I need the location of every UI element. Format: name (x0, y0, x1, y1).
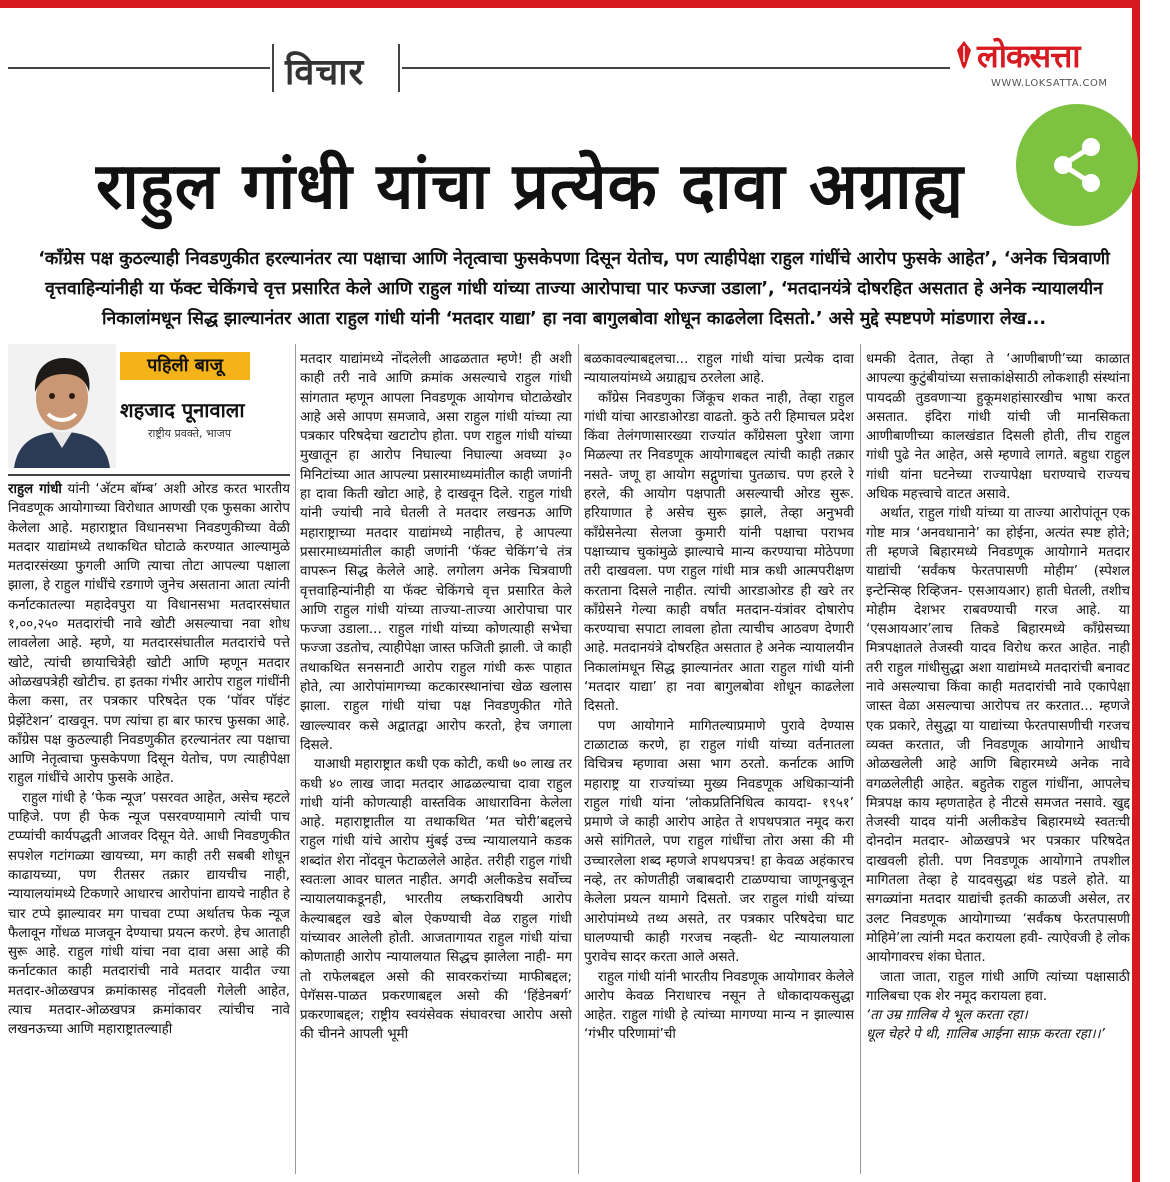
article-headline: राहुल गांधी यांचा प्रत्येक दावा अग्राह्य (96, 150, 964, 224)
share-button[interactable] (1016, 104, 1138, 226)
paragraph-text: धमकी देतात, तेव्हा ते ‘आणीबाणी’च्या काळात आपल्या कुटुंबीयांच्या सत्ताकांक्षेसाठी लोकशाही संस्थांना पायदळी तुडवणाऱ्या हुकूमशहांसारखीच भाषा करत असतात. इंदिरा गांधी यांची जी मानसिकता आणीबाणीच्या कालखंडात दिसली होती, तीच राहुल गांधी पुढे नेत आहेत, असे म्हणावे लागते. बहुधा राहुल गांधी यांना घटनेच्या राज्यापेक्षा घराण्याचे राज्यच अधिक महत्त्वाचे वाटत असावे. (866, 352, 1130, 503)
paragraph (584, 717, 854, 968)
logo-url: WWW.LOKSATTA.COM (991, 78, 1108, 89)
pen-nib-icon (955, 40, 973, 70)
paragraph (866, 504, 1130, 967)
paragraph-text: बळकावल्याबद्दलचा... राहुल गांधी यांचा प्रत्येक दावा न्यायालयांमध्ये अग्राह्यच ठरलेला आहे. (584, 352, 854, 387)
masthead-rule-left (8, 67, 270, 69)
paragraph-text: अर्थात, राहुल गांधी यांच्या या ताज्या आरोपांतून एक गोष्ट मात्र ‘अनवधानाने’ का होईना, अत्यंत स्पष्ट होते; ती म्हणजे बिहारमध्ये निवडणूक आयोगाने मतदार याद्यांची ‘सर्वंकष फेरतपासणी मोहीम’ (स्पेशल इन्टेन्सिव्ह रिव्हिजन- एसआयआर) हाती घेतली, तशीच मोहीम देशभर राबवण्याची गरज आहे. या ‘एसआयआर’लाच तिकडे बिहारमध्ये काँग्रेसच्या मित्रपक्षातले तेजस्वी यादव विरोध करत आहेत. नाही तरी राहुल गांधीसुद्धा अशा याद्यांमध्ये मतदारांची बनावट नावे असल्याचा किंवा काही मतदारांची नावे एकापेक्षा जास्त वेळा असल्याचा आरोपच तर करतात... म्हणजे एक प्रकारे, तेसुद्धा या याद्यांच्या फेरतपासणीची गरजच व्यक्त करतात, जी निवडणूक आयोगाने आधीच ओळखलेली आहे आणि बिहारमध्ये अनेक नावे वगळलेलीही आहेत. बहुतेक राहुल गांधींना, आपलेच मित्रपक्ष काय म्हणताहेत हे नीटसे समजत नसावे. खुद्द तेजस्वी यादव यांनी अलीकडेच बिहारमध्ये स्वतःची दोनदोन मतदार- ओळखपत्रे भर पत्रकार परिषदेत दाखवली होती. पण निवडणूक आयोगाने तपशील मागितला तेव्हा हे यादवसुद्धा थंड पडले होते. या सगळ्यांना मतदार याद्यांची इतकी काळजी असेल, तर उलट निवडणूक आयोगाच्या ‘सर्वंकष फेरतपासणी मोहिमे’ला त्यांनी मदत करायला हवी- त्याऐवजी हे लोक आयोगावरच शंका घेतात. (866, 506, 1130, 966)
article-column-3 (584, 350, 854, 1180)
author-name: शहजाद पूनावाला (120, 398, 245, 422)
paragraph (300, 350, 572, 755)
drop-lead: राहुल गांधी (8, 482, 62, 497)
paragraph-text: मतदार याद्यांमध्ये नोंदलेली आढळतात म्हणे! ही अशी काही तरी नावे आणि क्रमांक असल्याचे राहुल गांधी सांगतात म्हणून आपला निवडणूक आयोगच घोटाळेखोर आहे असे आपण समजावे, असा राहुल गांधी यांच्या त्या पत्रकार परिषदेचा खटाटोप होता. पण राहुल गांधी यांच्या मुखातून हा आरोप निघाल्या निघाल्या अवघ्या ३० मिनिटांच्या आत आपल्या प्रसारमाध्यमांतील काही जणांनी हा दावा किती खोटा आहे, हे दाखवून दिले. राहुल गांधी यांनी ज्यांची नावे घेतली ते मतदार लखनऊ आणि महाराष्ट्राच्या मतदार याद्यांमध्ये नाहीतच, हे आपल्या प्रसारमाध्यमांतील काही जणांनी ‘फॅक्ट चेकिंग’चे तंत्र वापरून सिद्ध केलेले आहे. लगोलग अनेक चित्रवाणी वृत्तवाहिन्यांनीही या फॅक्ट चेकिंगचे वृत्त प्रसारित केले आणि राहुल गांधी यांच्या ताज्या-ताज्या आरोपाचा पार फज्जा उडाला... राहुल गांधी यांच्या कोणत्याही सभेचा फज्जा उडतोच, त्याहीपेक्षा जास्त फजिती झाली. जे काही तथाकथित सनसनाटी आरोप राहुल गांधी करू पाहात होते, त्या आरोपांमागच्या कटकारस्थानांचा खेळ खलास झाला. राहुल गांधी यांचा पक्ष निवडणुकीत गोते खाल्ल्यावर कसे अद्वातद्वा आरोप करतो, हेच जगाला दिसले. (300, 352, 572, 753)
paragraph (8, 789, 290, 1040)
paragraph-text: पण आयोगाने मागितल्याप्रमाणे पुरावे देण्यास टाळाटाळ करणे, हा राहुल गांधी यांच्या वर्तनातला विचित्रच म्हणावा असा भाग ठरतो. कर्नाटक आणि महाराष्ट्र या राज्यांच्या मुख्य निवडणूक अधिकाऱ्यांनी राहुल गांधी यांना ‘लोकप्रतिनिधित्व कायदा- १९५१’ प्रमाणे जे काही आरोप आहेत ते शपथपत्रात नमूद करा असे सांगितले, पण राहुल गांधींचा तोरा असा की मी उच्चारलेला शब्द म्हणजे शपथपत्रच! हा केवळ अहंकारच नव्हे, तर कोणतीही जबाबदारी टाळण्याचा जाणूनबुजून केलेला प्रयत्न यामागे दिसतो. जर राहुल गांधी यांच्या आरोपांमध्ये तथ्य असते, तर पत्रकार परिषदेचा घाट घालण्याची काही गरजच नव्हती- थेट न्यायालयाला पुरावेच सादर करता आले असते. (584, 718, 854, 966)
author-box (8, 344, 288, 474)
paragraph (584, 389, 854, 717)
masthead-rule-right (402, 67, 950, 69)
author-role: राष्ट्रीय प्रवक्ते, भाजप (148, 427, 232, 440)
article-column-1 (8, 480, 290, 1180)
paragraph (584, 968, 854, 1045)
column-divider (860, 344, 861, 1174)
loksatta-logo (955, 34, 1125, 96)
paragraph-text: यांनी ‘अ‍ॅटम बॉम्ब’ अशी ओरड करत भारतीय निवडणूक आयोगाच्या विरोधात आणखी एक फुसका आरोप केलेला आहे. महाराष्ट्रात विधानसभा निवडणुकीच्या वेळी मतदार याद्यांमध्ये तथाकथित घोटाळे करण्यात आल्यामुळे मतदारसंख्या फुगली आणि त्याचा तोटा आपल्या पक्षाला झाला, हे राहुल गांधींचे रडगाणे जुनेच असताना आता त्यांनी कर्नाटकातल्या महादेवपुरा या विधानसभा मतदारसंघात १,००,२५० मतदारांची नावे खोटी असल्याचा नवा शोध लावलेला आहे. म्हणे, या मतदारसंघातील मतदारांचे पत्ते खोटे, त्यांची छायाचित्रेही खोटी आणि म्हणून मतदार ओळखपत्रेही खोटीच. हा इतका गंभीर आरोप राहुल गांधींनी केला कसा, तर पत्रकार परिषदेत एक ‘पॉवर पॉइंट प्रेझेंटेशन’ दाखवून. पण त्यांचा हा बार फारच फुसका आहे. काँग्रेस पक्ष कुठल्याही निवडणुकीत हरल्यानंतर त्या पक्षाचा आणि नेतृत्वाचा फुसकेपणा दिसून येतोच, पण त्याहीपेक्षा राहुल गांधींचे आरोप फुसके आहेत. (8, 482, 290, 787)
paragraph (300, 755, 572, 1044)
paragraph-text: राहुल गांधी यांनी भारतीय निवडणूक आयोगावर केलेले आरोप केवळ निराधारच नसून ते धोकादायकसुद्धा आहेत. राहुल गांधी हे त्यांच्या मागण्या मान्य न झाल्यास ‘गंभीर परिणामां’ची (584, 969, 854, 1043)
paragraph (866, 968, 1130, 1007)
article-column-4 (866, 350, 1130, 1180)
paragraph-text: राहुल गांधी हे ‘फेक न्यूज’ पसरवत आहेत, असेच म्हटले पाहिजे. पण ही फेक न्यूज पसरवण्यामागे त्यांची पाच टप्प्यांची कार्यपद्धती आजवर दिसून येते. आधी निवडणुकीत सपशेल गटांगळ्या खायच्या, मग काही तरी सबबी शोधून काढायच्या, पण रीतसर तक्रार द्यायचीच नाही, न्यायालयांमध्ये टिकणारे आधारच आरोपांना द्यायचे नाहीत हे चार टप्पे झाल्यावर मग पाचवा टप्पा अर्थातच फेक न्यूज फैलावून गोंधळ माजवून देण्याचा प्रयत्न करणे. हेच आताही सुरू आहे. राहुल गांधी यांचा नवा दावा असा आहे की कर्नाटकात काही मतदारांची नावे मतदार यादीत ज्या मतदार-ओळखपत्र क्रमांकासह नोंदवली गेलेली आहेत, त्याच मतदार-ओळखपत्र क्रमांकावर त्यांचीच नावे लखनऊच्या आणि महाराष्ट्रातल्याही (8, 790, 290, 1038)
paragraph (866, 350, 1130, 504)
paragraph-text: काँग्रेस निवडणुका जिंकूच शकत नाही, तेव्हा राहुल गांधी यांचा आरडाओरडा वाढतो. कुठे तरी हिमाचल प्रदेश किंवा तेलंगणासारख्या राज्यांत काँग्रेसला पुरेशा जागा मिळल्या तर निवडणूक आयोगाबद्दल त्यांची काही तक्रार नसते- जणू हा आयोग सद्गुणांचा पुतळाच. पण हरले रे हरले, की आयोग पक्षपाती असल्याची ओरड सुरू. हरियाणात हे असेच सुरू झाले, तेव्हा अनुभवी काँग्रेसनेत्या सेलजा कुमारी यांनी पक्षाचा पराभव पक्षाच्याच चुकांमुळे झाल्याचे मान्य करण्याचा मोठेपणा तरी दाखवला. पण राहुल गांधी मात्र कधी आत्मपरीक्षण करताना दिसले नाहीत. त्यांची आरडाओरड ही खरे तर काँग्रेसने गेल्या काही वर्षांत मतदान-यंत्रांवर दोषारोप करण्याचा सपाटा लावला होता त्याचीच आठवण देणारी आहे. मतदानयंत्रे दोषरहित असतात हे अनेक न्यायालयीन निकालांमधून सिद्ध झाल्यानंतर आता राहुल गांधी यांनी ‘मतदार याद्या’ हा नवा बागुलबोवा शोधून काढलेला दिसतो. (584, 390, 854, 715)
paragraph-text: जाता जाता, राहुल गांधी आणि त्यांच्या पक्षासाठी गालिबचा एक शेर नमूद करायला हवा. (866, 969, 1130, 1004)
masthead-separator-right (398, 44, 400, 92)
paragraph (584, 350, 854, 389)
section-label: विचार (285, 52, 365, 93)
shayari-line-1: ‘ता उम्र ग़ालिब ये भूल करता रहा। (866, 1008, 1028, 1024)
author-tag: पहिली बाजू (120, 352, 250, 380)
shayari-line-2: धूल चेहरे पे थी, ग़ालिब आईना साफ़ करता रहा।।’ (866, 1027, 1105, 1043)
author-rule (8, 474, 290, 476)
column-divider (578, 344, 579, 1174)
paragraph (8, 480, 290, 789)
article-deck: ‘काँग्रेस पक्ष कुठल्याही निवडणुकीत हरल्यानंतर त्या पक्षाचा आणि नेतृत्वाचा फुसकेपणा दिसून येतोच, पण त्याहीपेक्षा राहुल गांधींचे आरोप फुसके आहेत’, ‘अनेक चित्रवाणी वृत्तवाहिन्यांनीही या फॅक्ट चेकिंगचे वृत्त प्रसारित केले आणि राहुल गांधी यांच्या ताज्या आरोपाचा पार फज्जा उडाला’, ‘मतदानयंत्रे दोषरहित असतात हे अनेक न्यायालयीन निकालांमधून सिद्ध झाल्यानंतर आता राहुल गांधी यांनी ‘मतदार याद्या’ हा नवा बागुलबोवा शोधून काढलेला दिसतो.’ असे मुद्दे स्पष्टपणे मांडणारा लेख... (38, 249, 1110, 329)
logo-wordmark: लोकसत्ता (977, 37, 1080, 75)
masthead-separator-left (272, 44, 274, 92)
top-red-border (0, 0, 1140, 8)
share-icon (1047, 135, 1107, 195)
author-photo (8, 344, 116, 468)
paragraph-text: याआधी महाराष्ट्रात कधी एक कोटी, कधी ७० लाख तर कधी ४० लाख जादा मतदार आढळल्याचा दावा राहुल गांधी यांनी कोणत्याही वास्तविक आधाराविना केलेला आहे. महाराष्ट्रातील या तथाकथित ‘मत चोरी’बद्दलचे राहुल गांधी यांचे आरोप मुंबई उच्च न्यायालयाने कडक शब्दांत शेरा नोंदवून फेटाळलेले आहेत. तरीही राहुल गांधी स्वतःला आवर घालत नाहीत. अगदी अलीकडेच सर्वोच्च न्यायालयाकडूनही, भारतीय लष्कराविषयी आरोप केल्याबद्दल खडे बोल ऐकण्याची वेळ राहुल गांधी यांच्यावर आलेली होती. आजतागायत राहुल गांधी यांचा कोणताही आरोप न्यायालयात सिद्धच झालेला नाही- मग तो राफेलबद्दल असो की सावरकरांच्या माफीबद्दल; पेगॅसस-पाळत प्रकरणाबद्दल असो की ‘हिंडेनबर्ग’ प्रकरणाबद्दल; राष्ट्रीय स्वयंसेवक संघावरचा आरोप असो की चीनने आपली भूमी (300, 757, 572, 1043)
column-divider (295, 344, 296, 1174)
article-column-2 (300, 350, 572, 1180)
masthead (0, 22, 1130, 102)
